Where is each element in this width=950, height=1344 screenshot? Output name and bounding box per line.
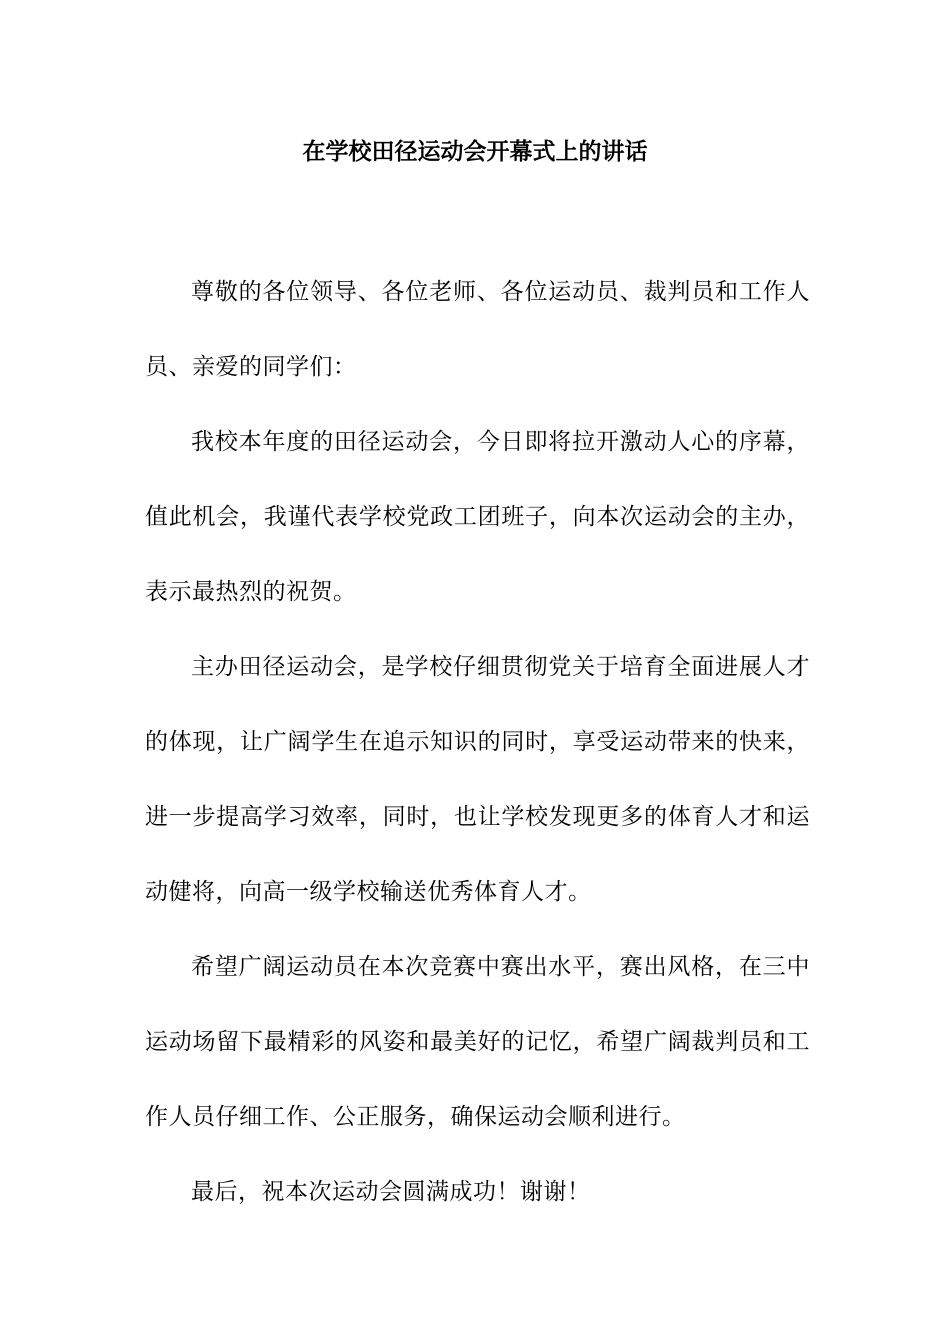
paragraph-closing: 最后，祝本次运动会圆满成功！谢谢！ [191, 1179, 591, 1205]
paragraph-opening: 我校本年度的田径运动会，今日即将拉开激动人心的序幕，值此机会，我谨代表学校党政工团班子，向本次运动会的主办，表示最热烈的祝贺。 [145, 429, 810, 605]
paragraph-hopes: 希望广阔运动员在本次竞赛中赛出水平，赛出风格，在三中运动场留下最精彩的风姿和最美好的记忆，希望广阔裁判员和工作人员仔细工作、公正服务，确保运动会顺利进行。 [145, 954, 810, 1130]
paragraph-salutation: 尊敬的各位领导、各位老师、各位运动员、裁判员和工作人员、亲爱的同学们： [145, 279, 810, 380]
document-body [145, 255, 810, 1230]
document-title: 在学校田径运动会开幕式上的讲话 [302, 139, 648, 165]
paragraph-purpose: 主办田径运动会，是学校仔细贯彻党关于培育全面进展人才的体现，让广阔学生在追示知识的同时，享受运动带来的快来，进一步提高学习效率，同时，也让学校发现更多的体育人才和运动健将，向高一级学校输送优秀体育人才。 [145, 654, 810, 905]
